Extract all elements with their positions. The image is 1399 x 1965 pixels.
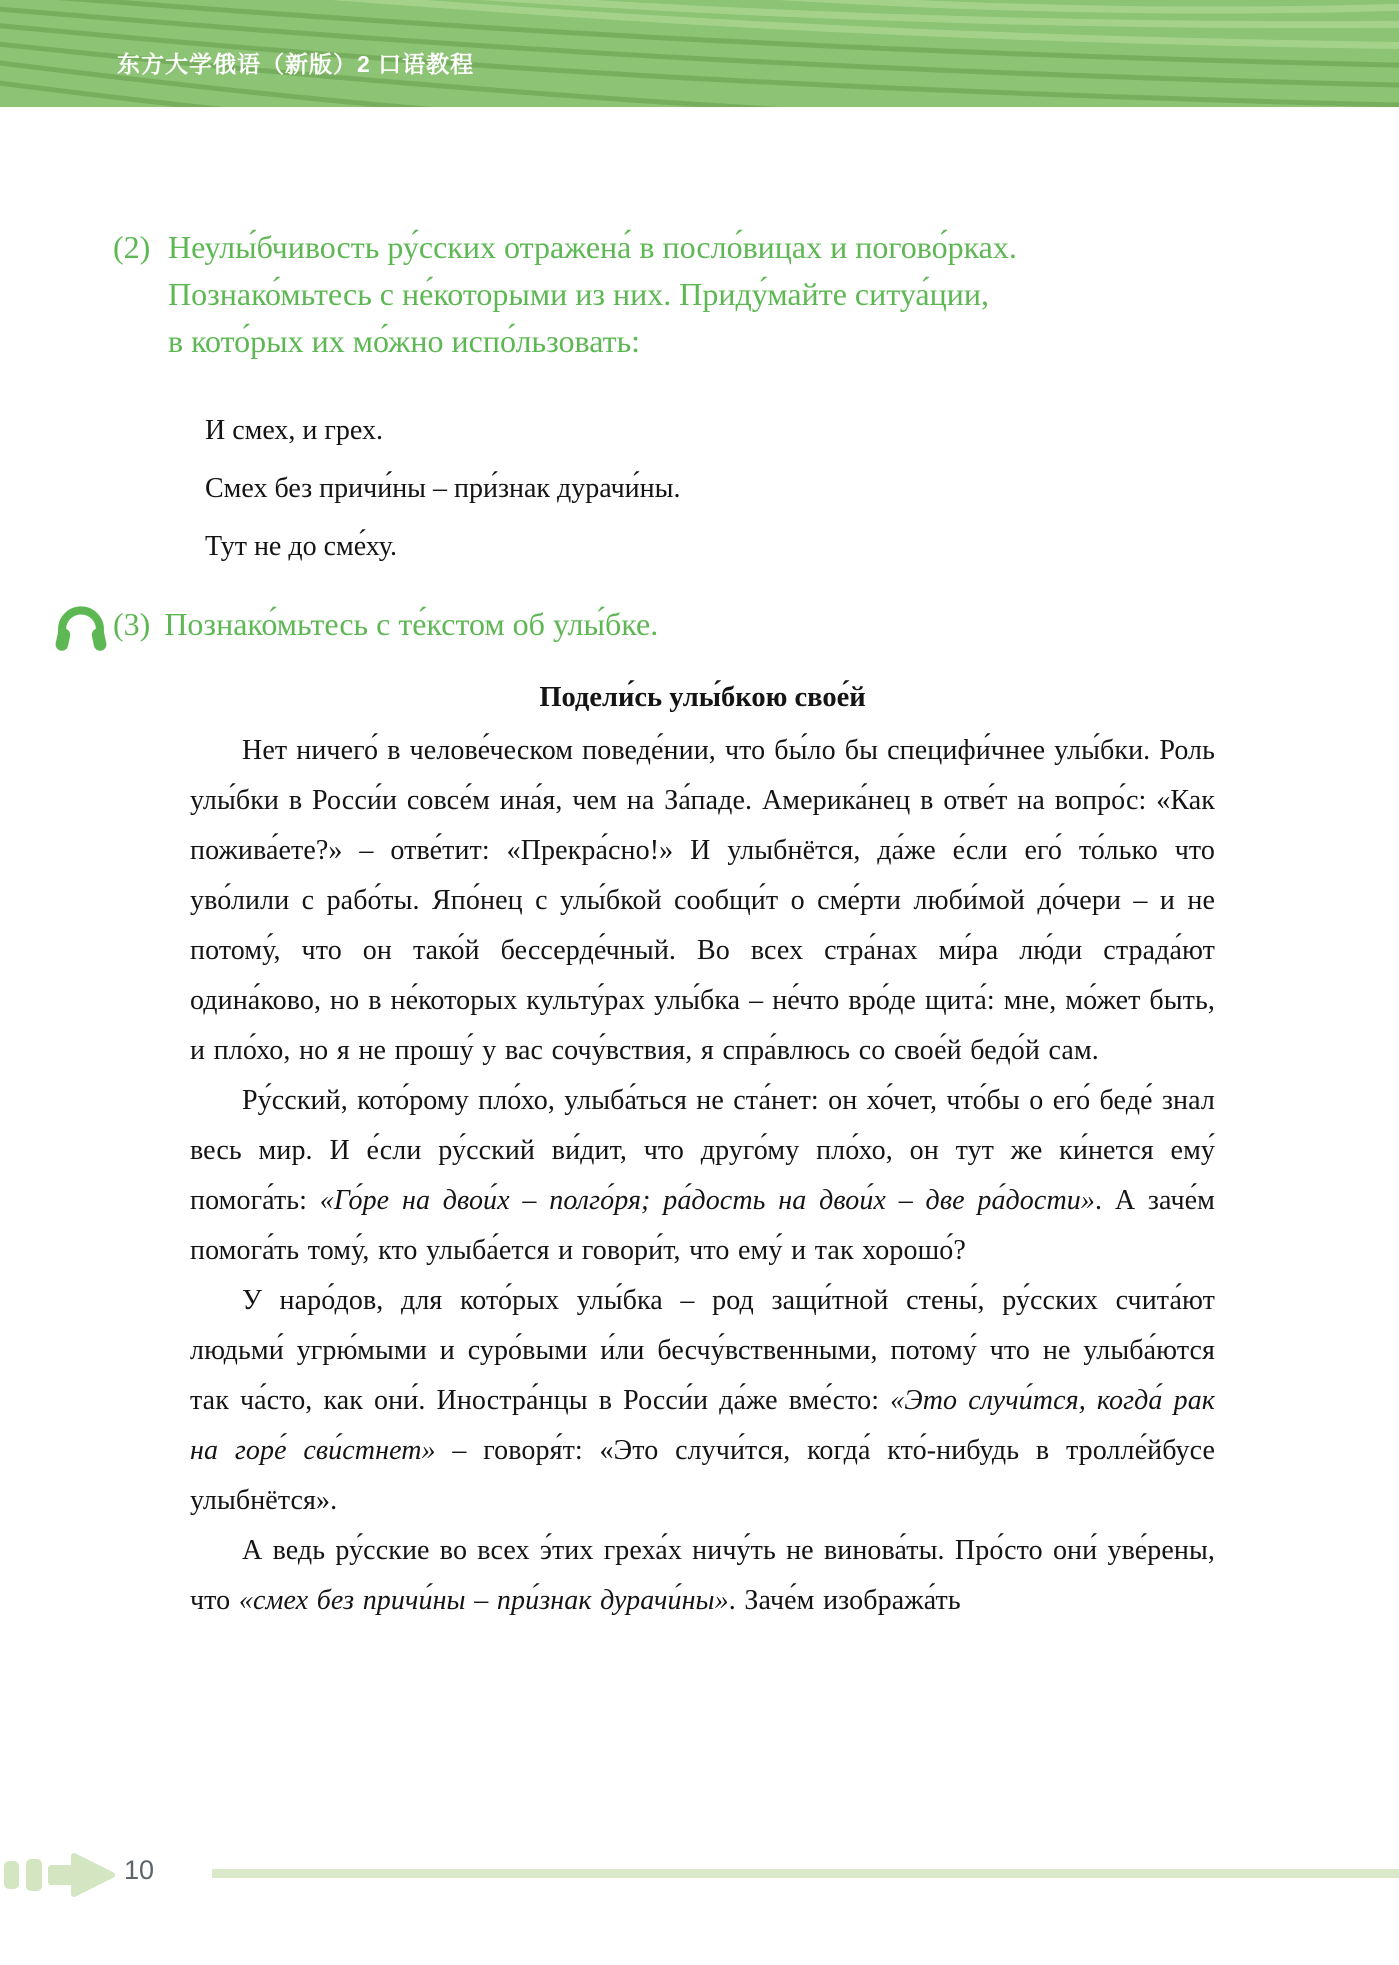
quoted-proverb-italic: «Го́ре на двои́х – полго́ря; ра́дость на двои́х – две ра́дости» <box>319 1185 1095 1216</box>
footer-divider <box>212 1869 1399 1878</box>
paragraph-text: . Заче́м изобража́ть <box>728 1585 961 1616</box>
page-number: 10 <box>124 1855 155 1885</box>
page-arrow-icon <box>2 1846 122 1906</box>
proverb-list <box>205 402 680 576</box>
paragraph-text: Ру́сский, кото́рому пло́хо, улыба́ться не ста́нет: он хо́чет, что́бы о его́ беде́ знал весь мир. И е́сли ру́сский ви́дит, что друго́му пло́хо, он тут же ки́нется ему́ помога́ть: <box>190 1085 1215 1216</box>
article-paragraph <box>190 1076 1215 1276</box>
exercise-3-number: (3) <box>113 606 151 642</box>
quoted-proverb-italic: «Это случи́тся, когда́ рак на горе́ сви́стнет» <box>190 1385 1215 1466</box>
instruction-line: в кото́рых их мо́жно испо́льзовать: <box>168 323 641 359</box>
proverb-item: Смех без причи́ны – при́знак дурачи́ны. <box>205 473 681 504</box>
paragraph-text: – говоря́т: «Это случи́тся, когда́ кто́-нибудь в тролле́йбусе улыбнётся». <box>190 1435 1215 1516</box>
exercise-2-heading <box>113 224 1017 365</box>
exercise-3-heading <box>113 601 658 648</box>
article-paragraph <box>190 1526 1215 1626</box>
instruction-line: Неулы́бчивость ру́сских отражена́ в посло́вицах и погово́рках. <box>168 229 1017 265</box>
article-body <box>190 726 1215 1626</box>
instruction-line: Познако́мьтесь с не́которыми из них. Приду́майте ситуа́ции, <box>168 276 989 312</box>
quoted-proverb-italic: «смех без причи́ны – при́знак дурачи́ны» <box>238 1585 729 1616</box>
exercise-3-instruction: Познако́мьтесь с те́кстом об улы́бке. <box>164 606 659 642</box>
page-header-banner <box>0 0 1399 107</box>
paragraph-text: Нет ничего́ в челове́ческом поведе́нии, что бы́ло бы специфи́чнее улы́бки. Роль улы́бки в Росси́и совсе́м ина́я, чем на За́паде. Америка́нец в отве́т на вопро́с: «Как пожива́ете?» – отве́тит: «Прекра́сно!» И улыбнётся, да́же е́сли его́ то́лько что уво́лили с рабо́ты. Япо́нец с улы́бкой сообщи́т о сме́рти люби́мой до́чери – и не потому́, что он тако́й бессерде́чный. Во всех стра́нах ми́ра лю́ди страда́ют одина́ково, но в не́которых культу́рах улы́бка – не́что вро́де щита́: мне, мо́жет быть, и пло́хо, но я не прошу́ у вас сочу́вствия, я спра́влюсь со свое́й бедо́й сам. <box>190 735 1215 1066</box>
paragraph-text: У наро́дов, для кото́рых улы́бка – род защи́тной стены́, ру́сских счита́ют людьми́ угрю́мыми и суро́выми и́ли бесчу́вственными, потому́ что не улыба́ются так ча́сто, как они́. Иностра́нцы в Росси́и да́же вме́сто: <box>190 1285 1215 1416</box>
article-paragraph <box>190 726 1215 1076</box>
exercise-2-instruction <box>168 224 1017 365</box>
proverb-item: И смех, и грех. <box>205 415 383 446</box>
paragraph-text: А ведь ру́сские во всех э́тих греха́х ничу́ть не винова́ты. Про́сто они́ уве́рены, что <box>190 1535 1215 1616</box>
headphones-icon <box>54 594 108 652</box>
reading-article <box>190 678 1215 1626</box>
book-title: 东方大学俄语（新版）2 口语教程 <box>117 51 475 77</box>
article-paragraph <box>190 1276 1215 1526</box>
exercise-2-number: (2) <box>113 229 151 265</box>
paragraph-text: . А заче́м помога́ть тому́, кто улыба́ется и говори́т, что ему́ и так хорошо́? <box>190 1185 1215 1266</box>
article-title: Подели́сь улы́бкою свое́й <box>539 682 866 713</box>
proverb-item: Тут не до сме́ху. <box>205 531 397 562</box>
